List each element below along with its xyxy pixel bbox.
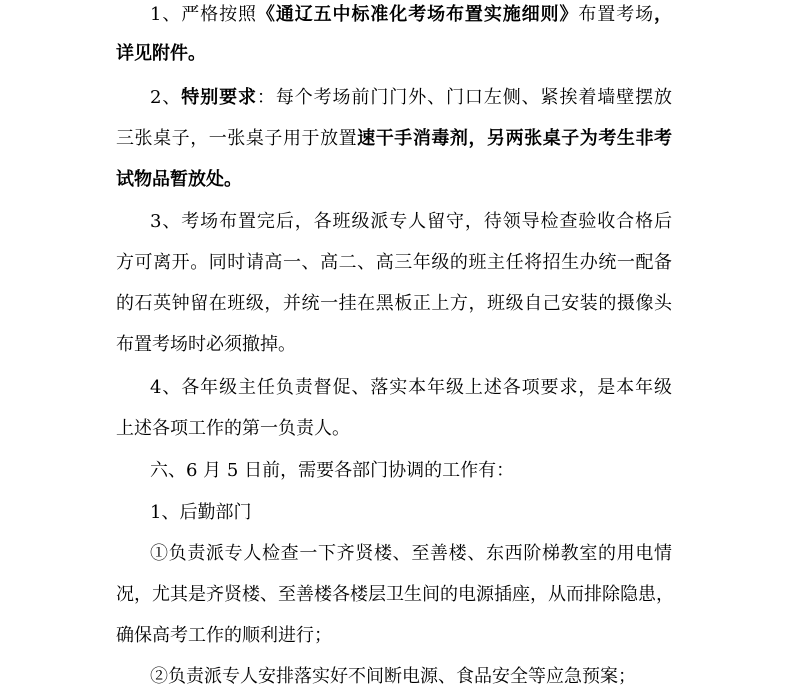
text-line: 详见附件。 [116, 43, 206, 64]
text-line: 上述各项工作的第一负责人。 [116, 418, 350, 439]
section-heading: 六、6 月 5 日前，需要各部门协调的工作有： [150, 460, 515, 481]
text-line: 三张桌子，一张桌子用于放置速干手消毒剂，另两张桌子为考生非考 [116, 128, 672, 149]
text-line: ②负责派专人安排落实好不间断电源、食品安全等应急预案； [150, 666, 636, 687]
subsection-heading: 1、后勤部门 [150, 502, 252, 523]
text-line: 4、各年级主任负责督促、落实本年级上述各项要求，是本年级 [150, 377, 672, 398]
text-line: 2、特别要求：每个考场前门门外、门口左侧、紧挨着墙壁摆放 [150, 87, 673, 108]
text-line: 况，尤其是齐贤楼、至善楼各楼层卫生间的电源插座，从而排除隐患， [116, 584, 674, 605]
text-line: 1、严格按照《通辽五中标准化考场布置实施细则》布置考场， [150, 4, 673, 25]
text-line: 试物品暂放处。 [116, 169, 242, 190]
text-line: 3、考场布置完后，各班级派专人留守，待领导检查验收合格后 [150, 211, 672, 232]
text-line: 确保高考工作的顺利进行； [116, 625, 332, 646]
text-line: 方可离开。同时请高一、高二、高三年级的班主任将招生办统一配备 [116, 252, 672, 273]
text-line: 布置考场时必须撤掉。 [116, 334, 296, 355]
text-line: ①负责派专人检查一下齐贤楼、至善楼、东西阶梯教室的用电情 [150, 543, 672, 564]
text-line: 的石英钟留在班级，并统一挂在黑板正上方，班级自己安装的摄像头 [116, 293, 672, 314]
